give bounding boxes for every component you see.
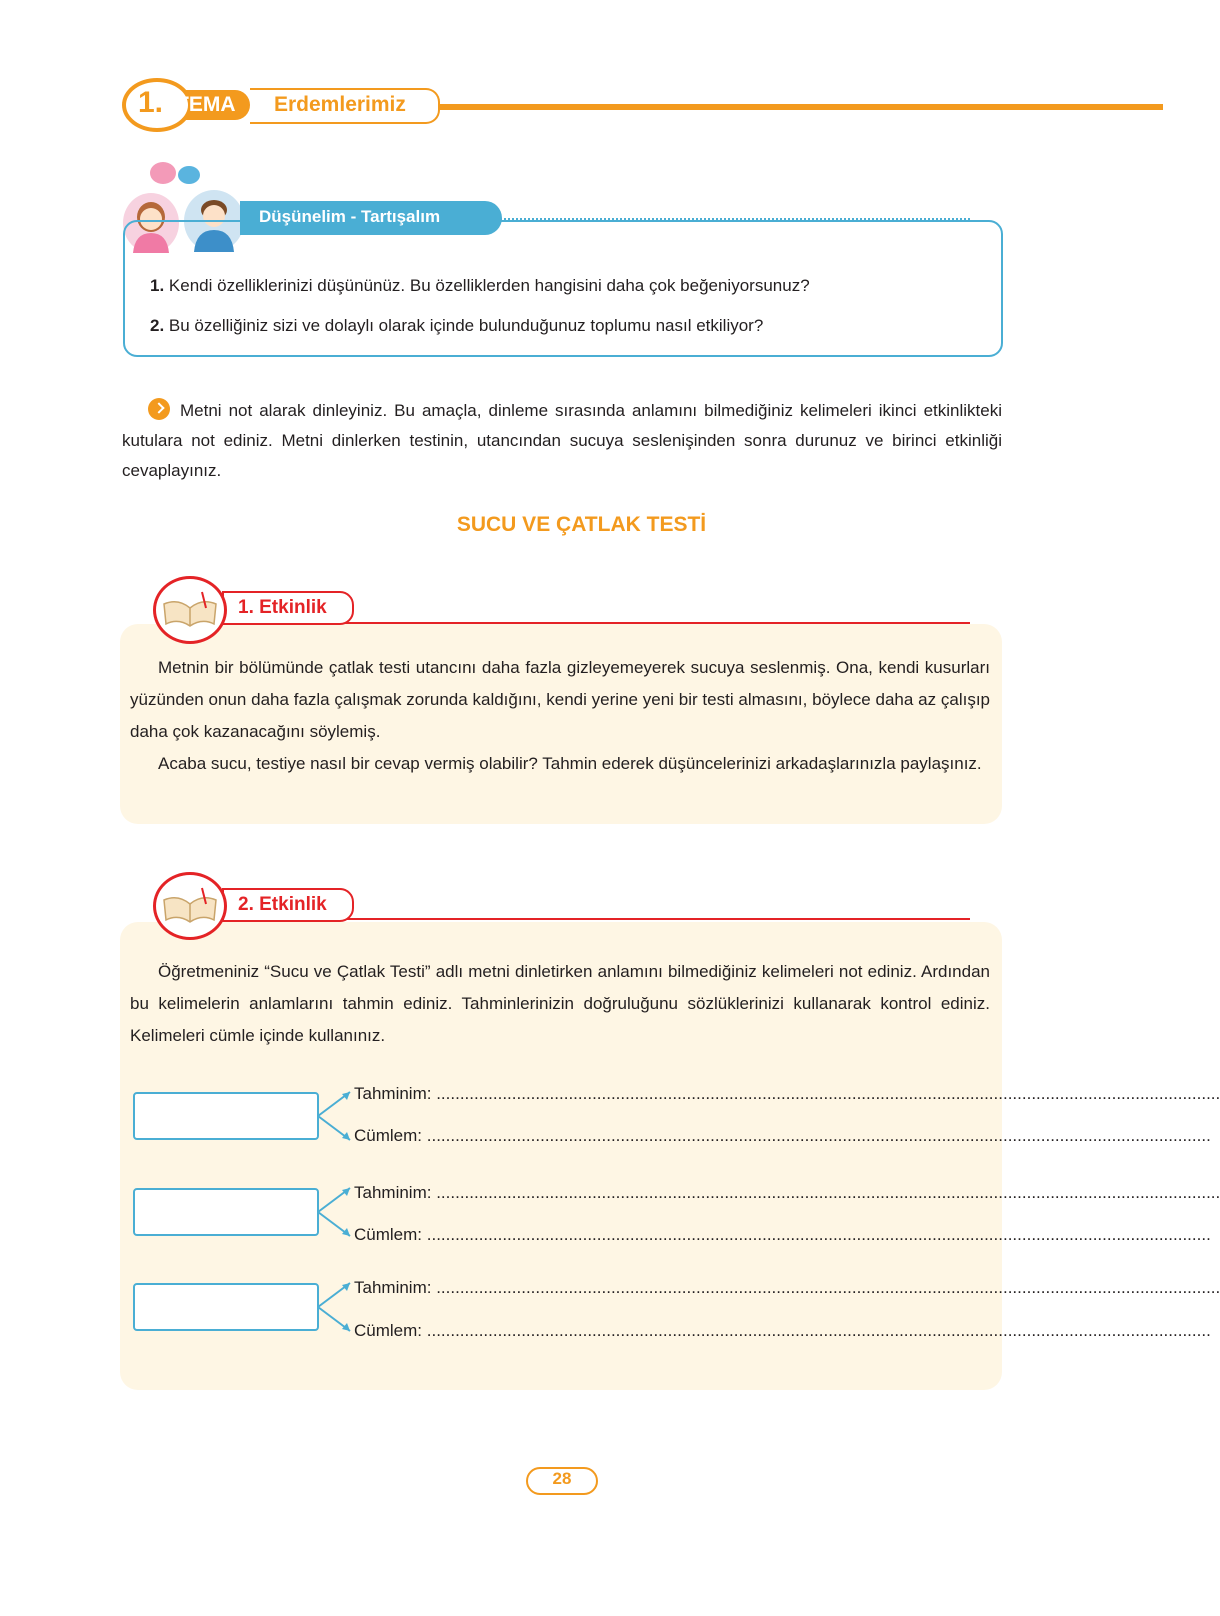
question-text: Kendi özelliklerinizi düşününüz. Bu özelliklerden hangisini daha çok beğeniyorsunuz? xyxy=(164,276,810,295)
discussion-question xyxy=(150,276,810,296)
theme-title: Erdemlerimiz xyxy=(274,93,406,116)
intro-paragraph xyxy=(122,396,1002,486)
activity-1-paragraph: Acaba sucu, testiye nasıl bir cevap vermiş olabilir? Tahmin ederek düşüncelerinizi arkadaşlarınızla paylaşınız. xyxy=(158,754,982,773)
story-title: SUCU VE ÇATLAK TESTİ xyxy=(456,513,707,536)
question-text: Bu özelliğiniz sizi ve dolaylı olarak içinde bulunduğunuz toplumu nasıl etkiliyor? xyxy=(164,316,764,335)
activity-1-paragraph: Metnin bir bölümünde çatlak testi utancını daha fazla gizleyemeyerek sucuya seslenmiş. Ona, kendi kusurları yüzünden onun daha fazla çalışmak zorunda kaldığını, kendi yerine yeni bir testi almasını, böylece daha az çalışıp daha çok kazanacağını söylemiş. xyxy=(130,658,990,741)
activity-2-text xyxy=(130,956,990,1052)
guess-line xyxy=(354,1183,1220,1203)
open-book-icon xyxy=(160,886,220,926)
theme-label: TEMA xyxy=(176,93,236,116)
guess-dots: ...................................................................................................................................................................... xyxy=(436,1278,1220,1297)
sentence-line xyxy=(354,1321,1211,1341)
guess-line xyxy=(354,1084,1220,1104)
guess-dots: ...................................................................................................................................................................... xyxy=(436,1183,1220,1202)
activity-1-text xyxy=(130,652,990,780)
guess-label: Tahminim: xyxy=(354,1278,432,1297)
guess-label: Tahminim: xyxy=(354,1084,432,1103)
header-rule xyxy=(440,104,1163,110)
guess-dots: ...................................................................................................................................................................... xyxy=(436,1084,1220,1103)
open-book-icon xyxy=(160,590,220,630)
activity-2-paragraph: Öğretmeniniz “Sucu ve Çatlak Testi” adlı metni dinletirken anlamını bilmediğiniz kelimeleri not ediniz. Ardından bu kelimelerin anlamlarını tahmin ediniz. Tahminlerinizin doğruluğunu sözlüklerinizi kullanarak kontrol ediniz. Kelimeleri cümle içinde kullanınız. xyxy=(130,962,990,1045)
activity-2-label: 2. Etkinlik xyxy=(238,894,327,915)
page-number: 28 xyxy=(552,1469,572,1488)
discussion-dotted-rule xyxy=(500,218,970,220)
intro-text: Metni not alarak dinleyiniz. Bu amaçla, dinleme sırasında anlamını bilmediğiniz kelimeleri ikinci etkinlikteki kutulara not ediniz. Metni dinlerken testinin, utancından sucuya seslenişinden sonra durunuz ve birinci etkinliği cevaplayınız. xyxy=(122,401,1002,480)
activity-1-label: 1. Etkinlik xyxy=(238,597,327,618)
sentence-dots: ...................................................................................................................................................................... xyxy=(426,1225,1211,1244)
sentence-dots: ...................................................................................................................................................................... xyxy=(426,1126,1211,1145)
speech-bubble-icon xyxy=(150,162,176,184)
sentence-line xyxy=(354,1126,1211,1146)
branch-arrows-icon xyxy=(316,1182,356,1242)
sentence-label: Cümlem: xyxy=(354,1225,423,1244)
discussion-title: Düşünelim - Tartışalım xyxy=(259,207,441,226)
word-input-box[interactable] xyxy=(133,1092,319,1140)
speech-bubble-icon xyxy=(178,166,200,184)
guess-label: Tahminim: xyxy=(354,1183,432,1202)
question-number: 1. xyxy=(150,276,165,295)
sentence-dots: ...................................................................................................................................................................... xyxy=(426,1321,1211,1340)
word-input-box[interactable] xyxy=(133,1283,319,1331)
sentence-line xyxy=(354,1225,1211,1245)
question-number: 2. xyxy=(150,316,165,335)
word-input-box[interactable] xyxy=(133,1188,319,1236)
sentence-label: Cümlem: xyxy=(354,1321,423,1340)
chevron-right-icon xyxy=(148,398,170,420)
theme-number: 1. xyxy=(138,86,164,119)
guess-line xyxy=(354,1278,1220,1298)
discussion-question xyxy=(150,316,763,336)
branch-arrows-icon xyxy=(316,1277,356,1337)
sentence-label: Cümlem: xyxy=(354,1126,423,1145)
branch-arrows-icon xyxy=(316,1086,356,1146)
